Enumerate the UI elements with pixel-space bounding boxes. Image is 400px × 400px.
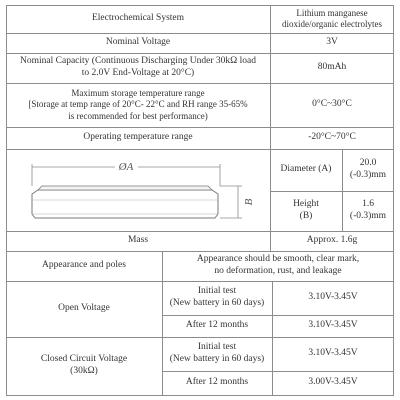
closed-voltage-label: Closed Circuit Voltage (30kΩ) [40,354,128,376]
grid-line [6,337,394,338]
grid-line [6,5,7,396]
grid-line [162,371,394,372]
open-voltage-after-value: 3.10V-3.45V [308,320,358,331]
grid-line [6,395,394,396]
open-voltage-initial-value: 3.10V-3.45V [308,292,358,303]
coin-cell-diagram [30,156,256,234]
system-value: Lithium manganese dioxide/organic electrolytes [281,7,383,29]
height-symbol: B [243,198,255,206]
closed-voltage-initial-label: Initial test (New battery in 60 days) [169,342,265,364]
grid-line [6,281,394,282]
grid-line [6,149,394,150]
open-voltage-after-label: After 12 months [185,320,249,331]
diameter-value-cell [342,149,394,191]
closed-voltage-after-label: After 12 months [185,377,249,388]
operating-temp-value: -20°C~70°C [308,132,356,143]
nominal-capacity-label: Nominal Capacity (Continuous Discharging Under 30kΩ load to 2.0V End-Voltage at 20°C) [20,56,256,78]
grid-line [6,33,394,34]
grid-line [393,5,394,396]
grid-line [6,251,394,252]
grid-line [272,281,273,395]
grid-line [342,149,343,231]
height-value: 1.6 [362,199,374,210]
diameter-tolerance: (-0.3)mm [349,170,387,180]
grid-line [6,231,394,232]
grid-line [6,83,394,84]
grid-line [162,315,394,316]
grid-line [270,191,394,192]
height-value-cell [342,191,394,231]
grid-line [6,127,394,128]
grid-line [270,5,271,251]
nominal-voltage-label: Nominal Voltage [105,37,171,48]
storage-temp-value: 0°C~30°C [312,99,352,110]
diameter-value: 20.0 [359,158,377,169]
storage-temp-label: Maximum storage temperature range [Storage at temp range of 20°C- 22°C and RH range 35-65% is recommended for best performance) [28,88,248,121]
height-tolerance: (-0.3)mm [349,211,387,221]
height-label: Height (B) [293,199,319,221]
nominal-capacity-value: 80mAh [317,62,347,73]
grid-line [6,53,394,54]
operating-temp-label: Operating temperature range [83,132,193,143]
grid-line [6,5,394,6]
diameter-symbol: ØA [118,161,134,173]
mass-label: Mass [127,235,149,246]
closed-voltage-after-value: 3.00V-3.45V [308,377,358,388]
grid-line [162,251,163,395]
diameter-label: Diameter (A) [280,164,332,175]
mass-value: Approx. 1.6g [306,235,358,246]
system-label: Electrochemical System [91,13,185,24]
closed-voltage-initial-value: 3.10V-3.45V [308,348,358,359]
nominal-voltage-value: 3V [326,37,338,48]
open-voltage-initial-label: Initial test (New battery in 60 days) [169,286,265,308]
open-voltage-label: Open Voltage [58,303,110,314]
appearance-value: Appearance should be smooth, clear mark, no deformation, rust, and leakage [196,254,360,276]
appearance-label: Appearance and poles [42,260,126,271]
